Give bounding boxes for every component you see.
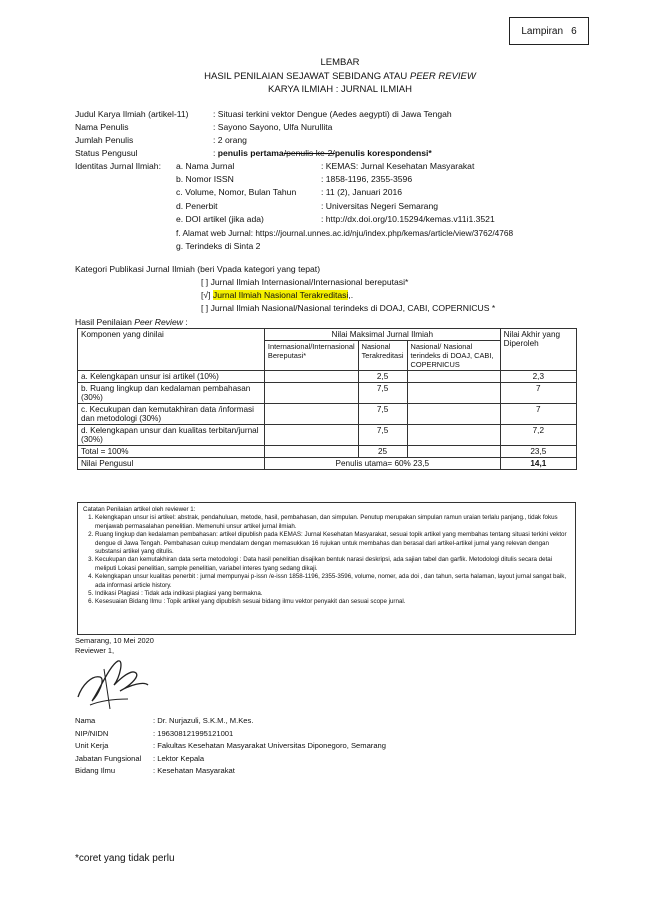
row-maks: 7,5	[358, 383, 407, 404]
status-value	[213, 148, 432, 158]
status-c: penulis korespondensi	[334, 148, 429, 158]
note-item: 1. Kelengkapan unsur isi artikel: abstrak, pendahuluan, metode, hasil, pembahasan, dan simpulan. Penutup merupakan simpulan ramun uraian terlalu panjang., tidak fokus menjawab permasalahan penelitian. Memenuhi unsur artikel jurnal ilmiah.	[95, 514, 570, 531]
total-maks: 25	[358, 446, 407, 458]
f-label: f. Alamat web Jurnal: https://journal.unnes.ac.id/nju/index.php/kemas/article/view/3762/4768	[176, 228, 514, 238]
a-label: a. Nama Jurnal	[176, 161, 235, 171]
note-item: 2. Ruang lingkup dan kedalaman pembahasan: artikel dipublish pada KEMAS: Jurnal Kesehatan Masyarakat, sesuai topik artikel yang membahas tentang situasi terkini vektor dengue di Jawa Tengah. Pembahasan cukup mendalam dengan memasukkan 16 rujukan untuk membahas dan berasal dari artikel-artikel jurnal yang relevan dengan substansi artikel yang ditulis.	[95, 531, 570, 556]
signer-bidang-label: Bidang Ilmu	[75, 766, 116, 775]
nama-label: Nama Penulis	[75, 122, 129, 132]
d-value: : Universitas Negeri Semarang	[321, 201, 439, 211]
th-akhir: Nilai Akhir yang Diperoleh	[500, 329, 576, 371]
total-row	[78, 446, 577, 458]
nama-value: : Sayono Sayono, Ulfa Nurullita	[213, 122, 333, 132]
row-nilai: 7,2	[500, 425, 576, 446]
e-value: : http://dx.doi.org/10.15294/kemas.v11i1.3521	[321, 214, 495, 224]
notes-title: Catatan Penilaian artikel oleh reviewer 1:	[83, 506, 196, 513]
table-row	[78, 383, 577, 404]
signer-nama-label: Nama	[75, 716, 96, 725]
judul-label: Judul Karya Ilmiah (artikel-11)	[75, 109, 189, 119]
jumlah-label: Jumlah Penulis	[75, 135, 134, 145]
signer-nip-label: NIP/NIDN	[75, 729, 109, 738]
signer-jabatan-label: Jabatan Fungsional	[75, 754, 142, 763]
opt1-text: Jurnal Ilmiah Internasional/Internasional bereputasi*	[210, 277, 409, 287]
signer-jabatan-value: : Lektor Kepala	[153, 754, 205, 763]
table-row	[78, 425, 577, 446]
lampiran-number: 6	[571, 25, 577, 37]
header-line1: LEMBAR	[320, 57, 360, 68]
row-komponen: a. Kelengkapan unsur isi artikel (10%)	[78, 371, 265, 383]
kategori-opt1	[201, 277, 408, 287]
row-komponen: d. Kelengkapan unsur dan kualitas terbitan/jurnal (30%)	[78, 425, 265, 446]
status-label: Status Pengusul	[75, 148, 138, 158]
signer-unit-value: : Fakultas Kesehatan Masyarakat Universitas Diponegoro, Semarang	[153, 741, 386, 750]
b-value: : 1858-1196, 2355-3596	[321, 174, 413, 184]
checkbox-opt3: [ ]	[201, 303, 209, 313]
kategori-opt2	[201, 290, 353, 300]
total-label: Total = 100%	[78, 446, 265, 458]
lampiran-box	[509, 17, 589, 45]
signer-nip-value: : 196308121995121001	[153, 729, 234, 738]
header-line3: KARYA ILMIAH : JURNAL ILMIAH	[268, 84, 412, 95]
row-maks: 7,5	[358, 404, 407, 425]
status-d: *	[428, 148, 432, 158]
b-label: b. Nomor ISSN	[176, 174, 234, 184]
footnote: *coret yang tidak perlu	[75, 853, 175, 864]
lampiran-label: Lampiran	[521, 25, 564, 37]
th-komponen: Komponen yang dinilai	[78, 329, 265, 371]
notes-box	[77, 502, 576, 635]
c-value: : 11 (2), Januari 2016	[321, 187, 403, 197]
c-label: c. Volume, Nomor, Bulan Tahun	[176, 187, 297, 197]
pengusul-mid: Penulis utama= 60% 23,5	[264, 458, 500, 470]
row-maks: 2,5	[358, 371, 407, 383]
row-nilai: 7	[500, 404, 576, 425]
judul-value: : Situasi terkini vektor Dengue (Aedes aegypti) di Jawa Tengah	[213, 109, 452, 119]
hasil-text: Hasil Penilaian	[75, 317, 135, 327]
opt3-text: Jurnal Ilmiah Nasional/Nasional terindeks di DOAJ, CABI, COPERNICUS *	[210, 303, 496, 313]
pengusul-label: Nilai Pengusul	[78, 458, 265, 470]
row-nilai: 2,3	[500, 371, 576, 383]
g-label: g. Terindeks di Sinta 2	[176, 241, 261, 251]
status-colon: :	[213, 148, 218, 158]
th-nas: Nasional Terakreditasi	[358, 341, 407, 371]
reviewer-label: Reviewer 1,	[75, 646, 115, 655]
row-komponen: c. Kecukupan dan kemutakhiran data /informasi dan metodologi (30%)	[78, 404, 265, 425]
e-label: e. DOI artikel (jika ada)	[176, 214, 264, 224]
pengusul-row	[78, 458, 577, 470]
hasil-em: Peer Review	[134, 317, 183, 327]
row-nilai: 7	[500, 383, 576, 404]
note-item: 6. Kesesuaian Bidang Ilmu : Topik artikel yang dipublish sesuai bidang ilmu vektor penyakit dan sesuai scope jurnal.	[95, 598, 570, 606]
header-line2-text: HASIL PENILAIAN SEJAWAT SEBIDANG ATAU	[204, 71, 410, 82]
signer-unit-label: Unit Kerja	[75, 741, 109, 750]
identitas-label: Identitas Jurnal Ilmiah:	[75, 161, 161, 171]
table-row	[78, 371, 577, 383]
signer-bidang-value: : Kesehatan Masyarakat	[153, 766, 235, 775]
note-item: 5. Indikasi Plagiasi : Tidak ada indikasi plagiasi yang bermakna.	[95, 590, 570, 598]
header-line2	[0, 71, 650, 82]
place-date: Semarang, 10 Mei 2020	[75, 636, 154, 645]
opt2-text: Jurnal Ilmiah Nasional Terakreditasi	[212, 290, 349, 300]
row-komponen: b. Ruang lingkup dan kedalaman pembahasan (30%)	[78, 383, 265, 404]
status-b: /penulis ke-2/	[283, 148, 335, 158]
th-nas2: Nasional/ Nasional terindeks di DOAJ, CABI, COPERNICUS	[407, 341, 500, 371]
signature-image	[70, 655, 160, 715]
row-maks: 7,5	[358, 425, 407, 446]
status-a: penulis pertama	[217, 148, 284, 158]
opt2-suffix: ,.	[348, 290, 354, 300]
table-row	[78, 404, 577, 425]
signer-nama-value: : Dr. Nurjazuli, S.K.M., M.Kes.	[153, 716, 254, 725]
jumlah-value: : 2 orang	[213, 135, 247, 145]
kategori-title: Kategori Publikasi Jurnal Ilmiah (beri Vpada kategori yang tepat)	[75, 264, 321, 274]
hasil-label: Hasil Penilaian Peer Review :	[75, 317, 188, 327]
kategori-opt3	[201, 303, 495, 313]
notes-list	[83, 514, 570, 606]
checkbox-opt1: [ ]	[201, 277, 209, 287]
total-nilai: 23,5	[500, 446, 576, 458]
pengusul-nilai: 14,1	[500, 458, 576, 470]
checkbox-opt2: [√]	[201, 290, 211, 300]
score-table	[77, 328, 577, 470]
th-maks: Nilai Maksimal Jurnal Ilmiah	[264, 329, 500, 341]
d-label: d. Penerbit	[176, 201, 218, 211]
a-value: : KEMAS: Jurnal Kesehatan Masyarakat	[321, 161, 475, 171]
th-int: Internasional/Internasional Bereputasi*	[264, 341, 358, 371]
note-item: 4. Kelengkapan unsur kualitas penerbit : jurnal mempunyai p-issn /e-issn 1858-1196, 2355-3596, volume, nomer, ada doi , dan tahun, serta halaman, layout jurnal sangat baik, ada informasi article history.	[95, 573, 570, 590]
note-item: 3. Kecukupan dan kemutakhiran data serta metodologi : Data hasil penelitian disajikan bentuk narasi deskripsi, ada sajian tabel dan garfik. Metodologi ditulis secara detai meliputi Lokasi penelitian, sample penelitian, variabel interes tyang sedang dikaji.	[95, 556, 570, 573]
header-line2-em: PEER REVIEW	[409, 71, 476, 82]
